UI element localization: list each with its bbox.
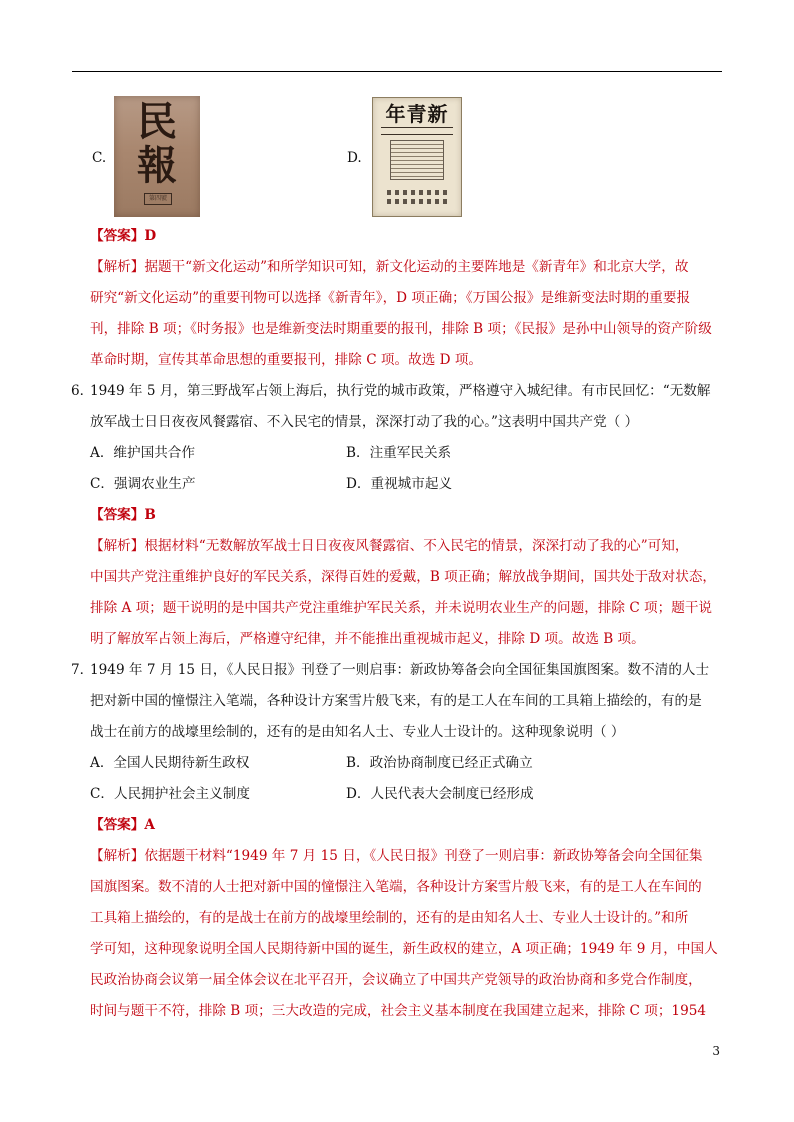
q6-analysis-line: 明了解放军占领上海后，严格遵守纪律，并不能推出重视城市起义，排除 D 项。故选 B 项。 xyxy=(90,631,645,647)
q7-analysis-line: 时间与题干不符，排除 B 项；三大改造的完成，社会主义基本制度在我国建立起来，排除 C 项；1954 xyxy=(90,1003,707,1019)
cover-rule xyxy=(381,127,453,135)
q6-option-a: A．维护国共合作 xyxy=(90,445,195,461)
cover-imprint-line xyxy=(387,199,447,204)
cover-contents-box xyxy=(390,140,444,180)
q7-stem-line: 1949 年 7 月 15 日，《人民日报》刊登了一则启事：新政协筹备会向全国征集国旗图案。数不清的人士 xyxy=(90,662,710,678)
q7-analysis-line: 【解析】依据题干材料“1949 年 7 月 15 日，《人民日报》刊登了一则启事：新政协筹备会向全国征集 xyxy=(90,848,703,864)
q7-number: 7． xyxy=(71,662,94,678)
q6-option-c: C．强调农业生产 xyxy=(90,476,196,492)
header-rule xyxy=(72,71,722,72)
q7-option-a: A．全国人民期待新生政权 xyxy=(90,755,250,771)
q6-number: 6． xyxy=(71,383,94,399)
q5-analysis-line: 【解析】据题干“新文化运动”和所学知识可知，新文化运动的主要阵地是《新青年》和北京大学，故 xyxy=(90,259,689,275)
q5-answer: 【答案】D xyxy=(90,228,157,244)
q7-option-b: B．政治协商制度已经正式确立 xyxy=(346,755,533,771)
q7-option-d: D．人民代表大会制度已经形成 xyxy=(346,786,534,802)
q7-answer: 【答案】A xyxy=(90,817,155,833)
page-number: 3 xyxy=(712,1044,720,1058)
q7-analysis-line: 民政治协商会议第一届全体会议在北平召开，会议确立了中国共产党领导的政治协商和多党合作制度， xyxy=(90,972,702,988)
q7-stem-line: 战士在前方的战壕里绘制的，还有的是由知名人士、专业人士设计的。这种现象说明（ ） xyxy=(90,724,625,740)
q7-option-c: C．人民拥护社会主义制度 xyxy=(90,786,250,802)
q7-stem-line: 把对新中国的憧憬注入笔端，各种设计方案雪片般飞来，有的是工人在车间的工具箱上描绘的，有的是 xyxy=(90,693,702,709)
q6-option-d: D．重视城市起义 xyxy=(346,476,453,492)
q7-analysis-line: 国旗图案。数不清的人士把对新中国的憧憬注入笔端，各种设计方案雪片般飞来，有的是工人在车间的 xyxy=(90,879,702,895)
q6-analysis-line: 【解析】根据材料“无数解放军战士日日夜夜风餐露宿、不入民宅的情景，深深打动了我的心”可知， xyxy=(90,538,689,554)
minbao-cover-image xyxy=(114,96,200,217)
q5-analysis-line: 革命时期，宣传其革命思想的重要报刊，排除 C 项。故选 D 项。 xyxy=(90,352,483,368)
xinqingnian-title: 年青新 xyxy=(385,102,449,126)
q7-analysis-line: 工具箱上描绘的，有的是战士在前方的战壕里绘制的，还有的是由知名人士、专业人士设计的。”和所 xyxy=(90,910,689,926)
xinqingnian-cover-image xyxy=(372,97,462,217)
q6-answer: 【答案】B xyxy=(90,507,156,523)
option-d-label: D. xyxy=(347,150,362,166)
q6-stem-line: 1949 年 5 月，第三野战军占领上海后，执行党的城市政策，严格遵守入城纪律。有市民回忆：“无数解 xyxy=(90,383,711,399)
q6-analysis-line: 中国共产党注重维护良好的军民关系，深得百姓的爱戴，B 项正确；解放战争期间，国共处于敌对状态， xyxy=(90,569,717,585)
cover-imprint-line xyxy=(387,190,447,195)
minbao-char-2: 報 xyxy=(137,142,177,189)
q6-option-b: B．注重军民关系 xyxy=(346,445,452,461)
q5-analysis-line: 刊，排除 B 项；《时务报》也是维新变法时期重要的报刊，排除 B 项；《民报》是孙中山领导的资产阶级 xyxy=(90,321,712,337)
q6-stem-line: 放军战士日日夜夜风餐露宿、不入民宅的情景，深深打动了我的心。”这表明中国共产党（ ） xyxy=(90,414,639,430)
option-c-label: C. xyxy=(92,150,107,166)
minbao-issue-label: 第四號 xyxy=(144,193,172,205)
minbao-char-1: 民 xyxy=(137,98,177,145)
q5-analysis-line: 研究“新文化运动”的重要刊物可以选择《新青年》，D 项正确；《万国公报》是维新变法时期的重要报 xyxy=(90,290,691,306)
q7-analysis-line: 学可知，这种现象说明全国人民期待新中国的诞生，新生政权的建立，A 项正确；1949 年 9 月，中国人 xyxy=(90,941,718,957)
q6-analysis-line: 排除 A 项；题干说明的是中国共产党注重维护军民关系，并未说明农业生产的问题，排除 C 项；题干说 xyxy=(90,600,713,616)
